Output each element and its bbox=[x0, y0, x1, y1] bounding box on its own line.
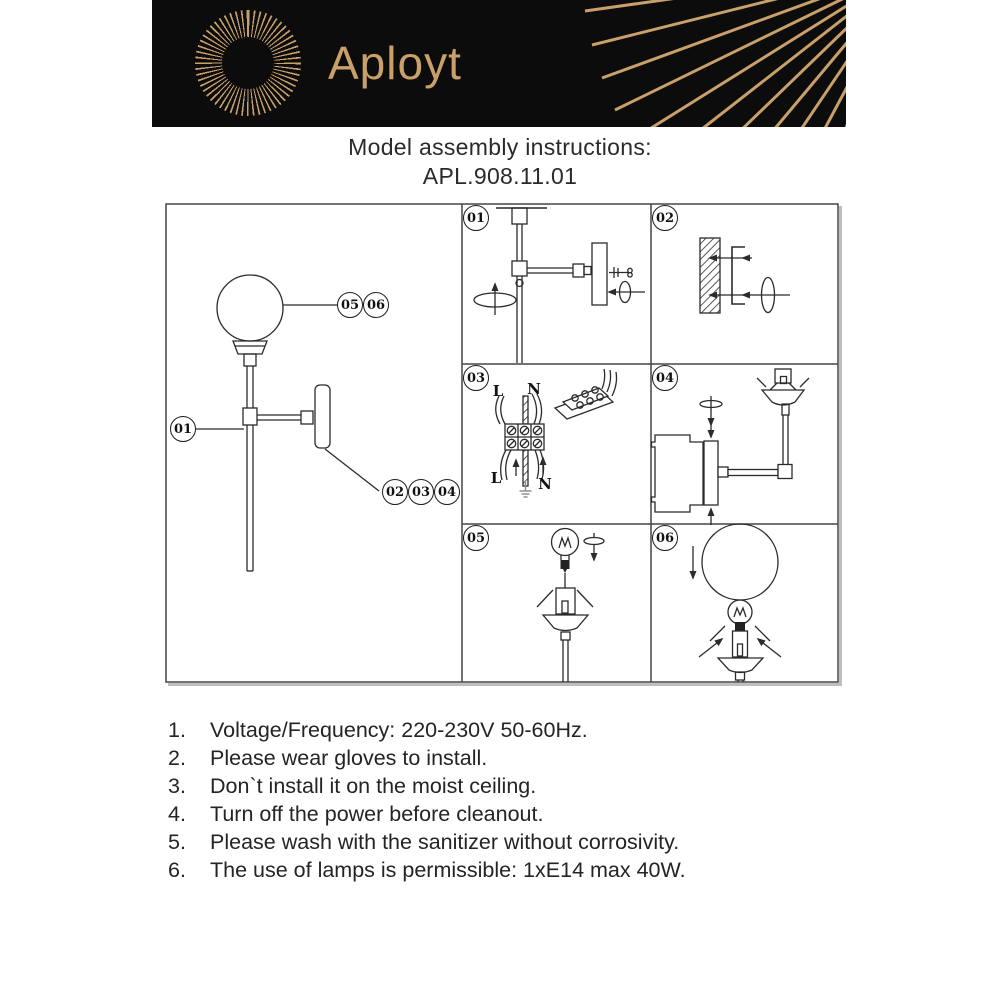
list-item bbox=[168, 856, 686, 884]
brand-header bbox=[152, 0, 846, 127]
item-number: 3. bbox=[168, 774, 186, 798]
wire-label-neutral-top: N bbox=[527, 380, 541, 398]
callout-04: 04 bbox=[434, 479, 460, 505]
step-label-06: 06 bbox=[652, 525, 678, 551]
title-line: Model assembly instructions: bbox=[348, 134, 652, 160]
item-number: 6. bbox=[168, 858, 186, 882]
page-title bbox=[0, 133, 1000, 191]
wire-label-live-top: L bbox=[492, 382, 504, 400]
rays-decoration-icon bbox=[152, 0, 846, 127]
item-text: Please wear gloves to install. bbox=[210, 746, 488, 770]
item-text: Voltage/Frequency: 220-230V 50-60Hz. bbox=[210, 718, 588, 742]
list-item bbox=[168, 828, 686, 856]
diagram-line-art bbox=[165, 203, 839, 683]
callout-05: 05 bbox=[337, 292, 363, 318]
step4-drawing bbox=[652, 369, 810, 525]
item-text: Turn off the power before cleanout. bbox=[210, 802, 544, 826]
item-text: Please wash with the sanitizer without corrosivity. bbox=[210, 830, 680, 854]
panel-borders bbox=[166, 204, 838, 682]
main-lamp-drawing bbox=[196, 275, 379, 571]
step6-drawing bbox=[693, 524, 781, 682]
brand-name: Aployt bbox=[328, 37, 462, 89]
list-item bbox=[168, 772, 686, 800]
callout-06: 06 bbox=[363, 292, 389, 318]
step5-drawing bbox=[537, 529, 604, 683]
wire-label-live-bottom: L bbox=[490, 469, 502, 487]
instruction-list bbox=[168, 716, 686, 884]
model-number: APL.908.11.01 bbox=[422, 163, 578, 189]
item-number: 5. bbox=[168, 830, 186, 854]
step-label-01: 01 bbox=[463, 205, 489, 231]
step-label-04: 04 bbox=[652, 365, 678, 391]
step-label-05: 05 bbox=[463, 525, 489, 551]
list-item bbox=[168, 744, 686, 772]
step-label-02: 02 bbox=[652, 205, 678, 231]
wire-label-neutral-bottom: N bbox=[538, 475, 552, 493]
item-number: 1. bbox=[168, 718, 186, 742]
assembly-diagram bbox=[165, 203, 839, 683]
item-number: 4. bbox=[168, 802, 186, 826]
callout-01: 01 bbox=[170, 416, 196, 442]
callout-03: 03 bbox=[408, 479, 434, 505]
step2-drawing bbox=[700, 238, 790, 313]
step1-drawing bbox=[474, 208, 645, 363]
callout-02: 02 bbox=[382, 479, 408, 505]
step-label-03: 03 bbox=[463, 365, 489, 391]
item-text: Don`t install it on the moist ceiling. bbox=[210, 774, 537, 798]
item-number: 2. bbox=[168, 746, 186, 770]
item-text: The use of lamps is permissible: 1xE14 max 40W. bbox=[210, 858, 686, 882]
list-item bbox=[168, 716, 686, 744]
list-item bbox=[168, 800, 686, 828]
ground-symbol bbox=[520, 482, 532, 497]
step3-drawing bbox=[496, 369, 617, 497]
